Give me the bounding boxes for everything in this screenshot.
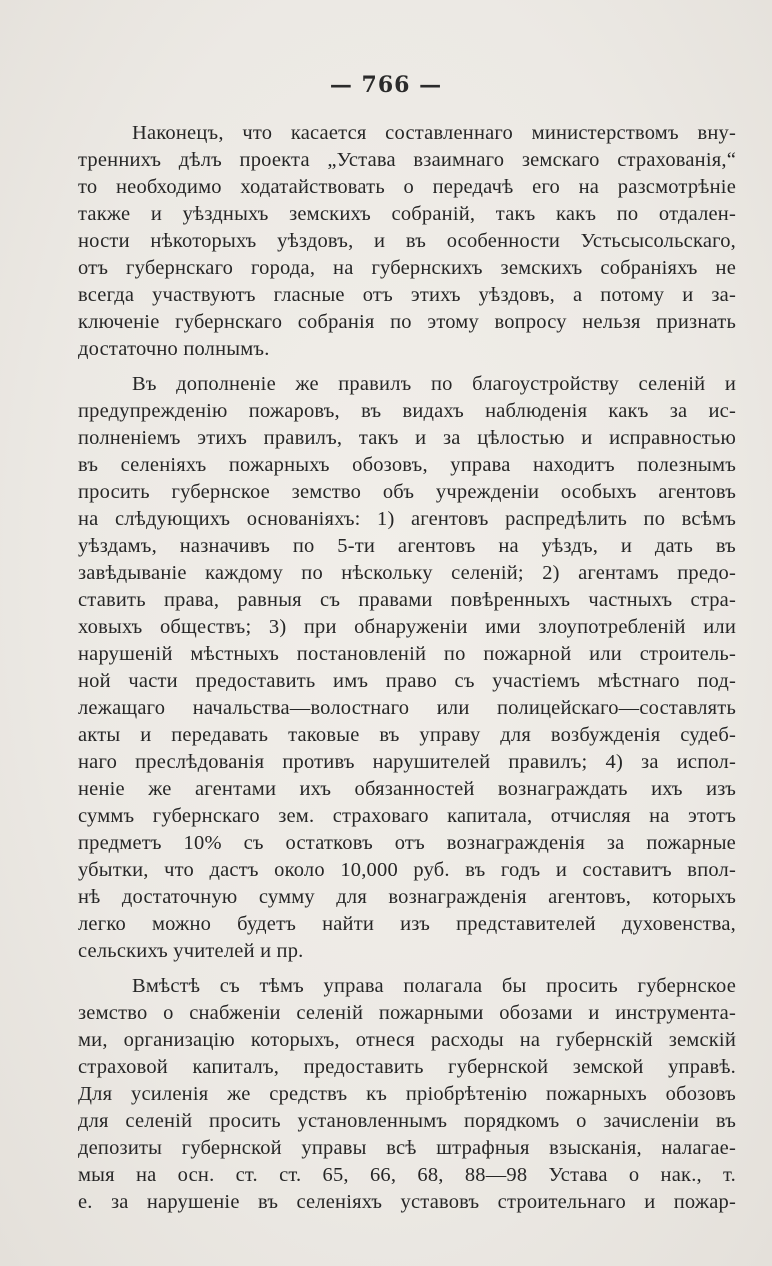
text-line: въ селеніяхъ пожарныхъ обозовъ, управа находитъ полезнымъ <box>78 454 736 476</box>
text-line: суммъ губернскаго зем. страховаго капитала, отчисляя на этотъ <box>78 805 736 827</box>
text-line: Вмѣстѣ съ тѣмъ управа полагала бы просить губернское <box>132 975 736 997</box>
text-line: для селеній просить установленнымъ порядкомъ о зачисленіи въ <box>78 1110 736 1132</box>
text-line: ховыхъ обществъ; 3) при обнаруженіи ими злоупотребленій или <box>78 616 736 638</box>
text-line: ми, организацію которыхъ, отнеся расходы на губернскій земскій <box>78 1029 736 1051</box>
text-line: также и уѣздныхъ земскихъ собраній, такъ какъ по отдален- <box>78 203 736 225</box>
text-line: Для усиленія же средствъ къ пріобрѣтенію пожарныхъ обозовъ <box>78 1083 736 1105</box>
page-number: — 766 — <box>329 72 443 98</box>
text-line: неніе же агентами ихъ обязанностей вознаграждать ихъ изъ <box>78 778 736 800</box>
text-line: завѣдываніе каждому по нѣскольку селеній; 2) агентамъ предо- <box>78 562 736 584</box>
text-line: депозиты губернской управы всѣ штрафныя взысканія, налагае- <box>78 1137 736 1159</box>
text-line: то необходимо ходатайствовать о передачѣ его на разсмотрѣніе <box>78 176 736 198</box>
text-line: достаточно полнымъ. <box>78 338 270 360</box>
paragraph-3 <box>78 973 736 1216</box>
text-line: ставить права, равныя съ правами повѣренныхъ частныхъ стра- <box>78 589 736 611</box>
text-line: убытки, что дастъ около 10,000 руб. въ годъ и составитъ впол- <box>78 859 736 881</box>
text-line: сельскихъ учителей и пр. <box>78 940 304 962</box>
text-line: всегда участвуютъ гласные отъ этихъ уѣздовъ, а потому и за- <box>78 284 736 306</box>
text-line: ности нѣкоторыхъ уѣздовъ, и въ особенности Устьсысольскаго, <box>78 230 736 252</box>
text-line: легко можно будетъ найти изъ представителей духовенства, <box>78 913 736 935</box>
text-line: Наконецъ, что касается составленнаго министерствомъ вну- <box>132 122 736 144</box>
text-line: уѣздамъ, назначивъ по 5-ти агентовъ на уѣздъ, и дать въ <box>78 535 736 557</box>
body-text <box>78 120 736 1216</box>
text-line: наго преслѣдованія противъ нарушителей правилъ; 4) за испол- <box>78 751 736 773</box>
paragraph-2 <box>78 371 736 965</box>
text-line: предметъ 10% съ остатковъ отъ вознагражденія за пожарные <box>78 832 736 854</box>
text-line: мыя на осн. ст. ст. 65, 66, 68, 88—98 Устава о нак., т. <box>78 1164 736 1186</box>
text-line: ключеніе губернскаго собранія по этому вопросу нельзя признать <box>78 311 736 333</box>
text-line: ной части предоставить имъ право съ участіемъ мѣстнаго под- <box>78 670 736 692</box>
text-line: е. за нарушеніе въ селеніяхъ уставовъ строительнаго и пожар- <box>78 1191 736 1213</box>
text-line: нѣ достаточную сумму для вознагражденія агентовъ, которыхъ <box>78 886 736 908</box>
text-line: страховой капиталъ, предоставить губернской земской управѣ. <box>78 1056 736 1078</box>
text-line: на слѣдующихъ основаніяхъ: 1) агентовъ распредѣлить по всѣмъ <box>78 508 736 530</box>
paragraph-1 <box>78 120 736 363</box>
text-line: нарушеній мѣстныхъ постановленій по пожарной или строитель- <box>78 643 736 665</box>
text-line: лежащаго начальства—волостнаго или полицейскаго—составлять <box>78 697 736 719</box>
text-line: полненіемъ этихъ правилъ, такъ и за цѣлостью и исправностью <box>78 427 736 449</box>
text-line: Въ дополненіе же правилъ по благоустройству селеній и <box>132 373 736 395</box>
text-line: треннихъ дѣлъ проекта „Устава взаимнаго земскаго страхованія,“ <box>78 149 736 171</box>
text-line: земство о снабженіи селеній пожарными обозами и инструмента- <box>78 1002 736 1024</box>
text-line: акты и передавать таковые въ управу для возбужденія судеб- <box>78 724 736 746</box>
text-line: просить губернское земство объ учрежденіи особыхъ агентовъ <box>78 481 736 503</box>
text-line: предупрежденію пожаровъ, въ видахъ наблюденія какъ за ис- <box>78 400 736 422</box>
text-line: отъ губернскаго города, на губернскихъ земскихъ собраніяхъ не <box>78 257 736 279</box>
